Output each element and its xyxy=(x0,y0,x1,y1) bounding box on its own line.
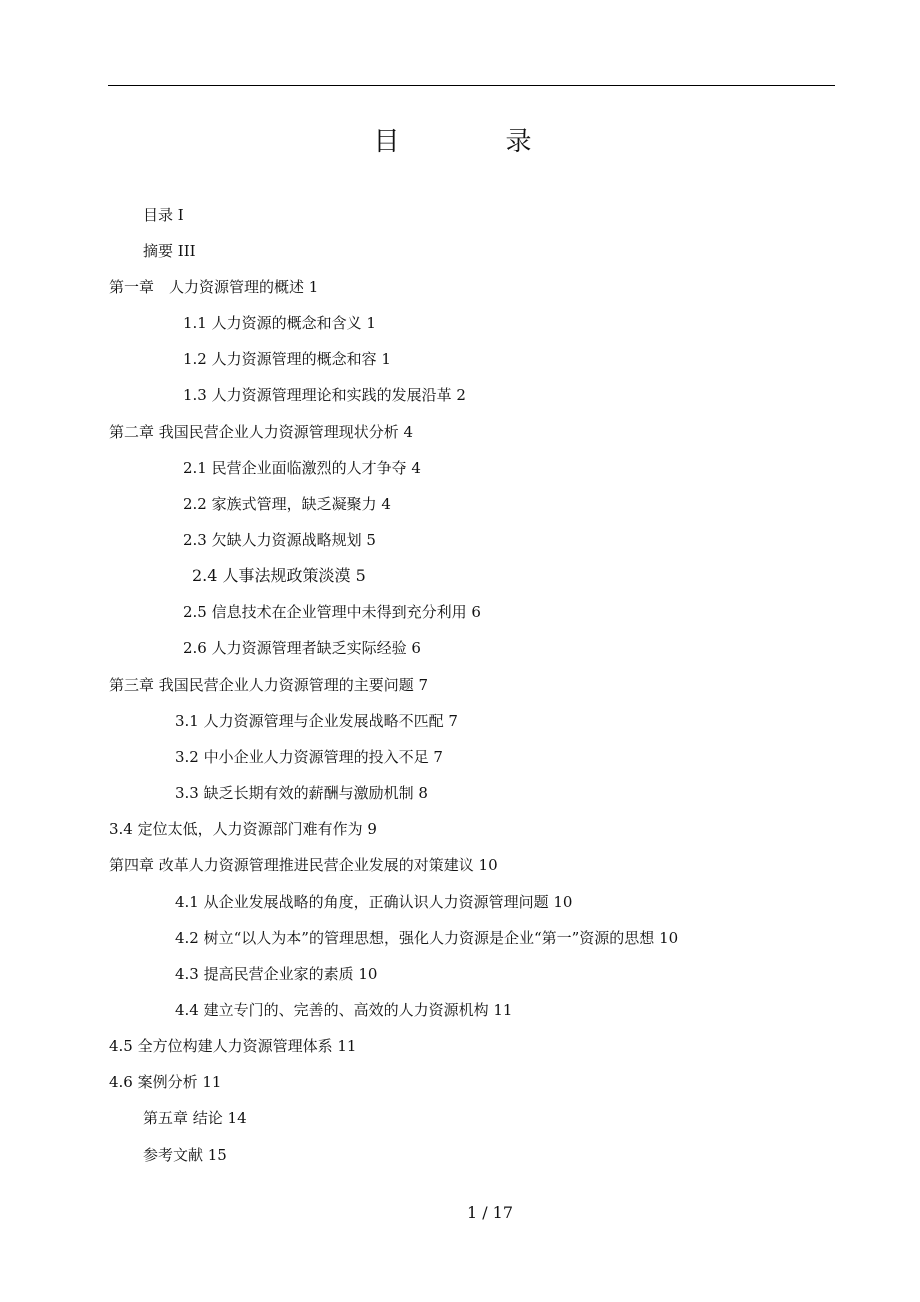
toc-item[interactable]: 4.3 提高民营企业家的素质 10 xyxy=(175,965,378,983)
toc-item[interactable]: 摘要 III xyxy=(143,242,196,260)
toc-item[interactable]: 3.2 中小企业人力资源管理的投入不足 7 xyxy=(175,748,443,766)
toc-item[interactable]: 2.5 信息技术在企业管理中未得到充分利用 6 xyxy=(183,603,481,621)
toc-item[interactable]: 4.2 树立“以人为本”的管理思想，强化人力资源是企业“第一”资源的思想 10 xyxy=(175,929,679,947)
toc-item[interactable]: 1.3 人力资源管理理论和实践的发展沿革 2 xyxy=(183,386,466,404)
toc-item[interactable]: 3.4 定位太低，人力资源部门难有作为 9 xyxy=(109,820,377,838)
toc-item[interactable]: 目录 I xyxy=(143,206,184,224)
toc-item[interactable]: 4.1 从企业发展战略的角度，正确认识人力资源管理问题 10 xyxy=(175,893,573,911)
header-rule xyxy=(108,85,835,86)
toc-item[interactable]: 2.1 民营企业面临激烈的人才争夺 4 xyxy=(183,459,421,477)
toc-chapter[interactable]: 第二章 我国民营企业人力资源管理现状分析 4 xyxy=(109,423,414,441)
toc-item[interactable]: 2.4 人事法规政策淡漠 5 xyxy=(192,566,366,585)
toc-item[interactable]: 1.1 人力资源的概念和含义 1 xyxy=(183,314,376,332)
toc-item[interactable]: 3.3 缺乏长期有效的薪酬与激励机制 8 xyxy=(175,784,428,802)
toc-item[interactable]: 3.1 人力资源管理与企业发展战略不匹配 7 xyxy=(175,712,458,730)
toc-item[interactable]: 4.5 全方位构建人力资源管理体系 11 xyxy=(109,1037,357,1055)
toc-item[interactable]: 参考文献 15 xyxy=(143,1146,227,1164)
toc-item[interactable]: 2.3 欠缺人力资源战略规划 5 xyxy=(183,531,376,549)
page-number: 1 / 17 xyxy=(466,1203,514,1222)
toc-chapter[interactable]: 第五章 结论 14 xyxy=(143,1109,247,1127)
toc-chapter[interactable]: 第三章 我国民营企业人力资源管理的主要问题 7 xyxy=(109,676,429,694)
toc-chapter[interactable]: 第四章 改革人力资源管理推进民营企业发展的对策建议 10 xyxy=(109,856,498,874)
toc-item[interactable]: 4.6 案例分析 11 xyxy=(109,1073,222,1091)
toc-chapter[interactable]: 第一章 人力资源管理的概述 1 xyxy=(109,278,319,296)
toc-item[interactable]: 2.6 人力资源管理者缺乏实际经验 6 xyxy=(183,639,421,657)
toc-item[interactable]: 4.4 建立专门的、完善的、高效的人力资源机构 11 xyxy=(175,1001,513,1019)
toc-item[interactable]: 2.2 家族式管理，缺乏凝聚力 4 xyxy=(183,495,391,513)
toc-item[interactable]: 1.2 人力资源管理的概念和容 1 xyxy=(183,350,391,368)
page-title: 目 录 xyxy=(373,127,572,157)
